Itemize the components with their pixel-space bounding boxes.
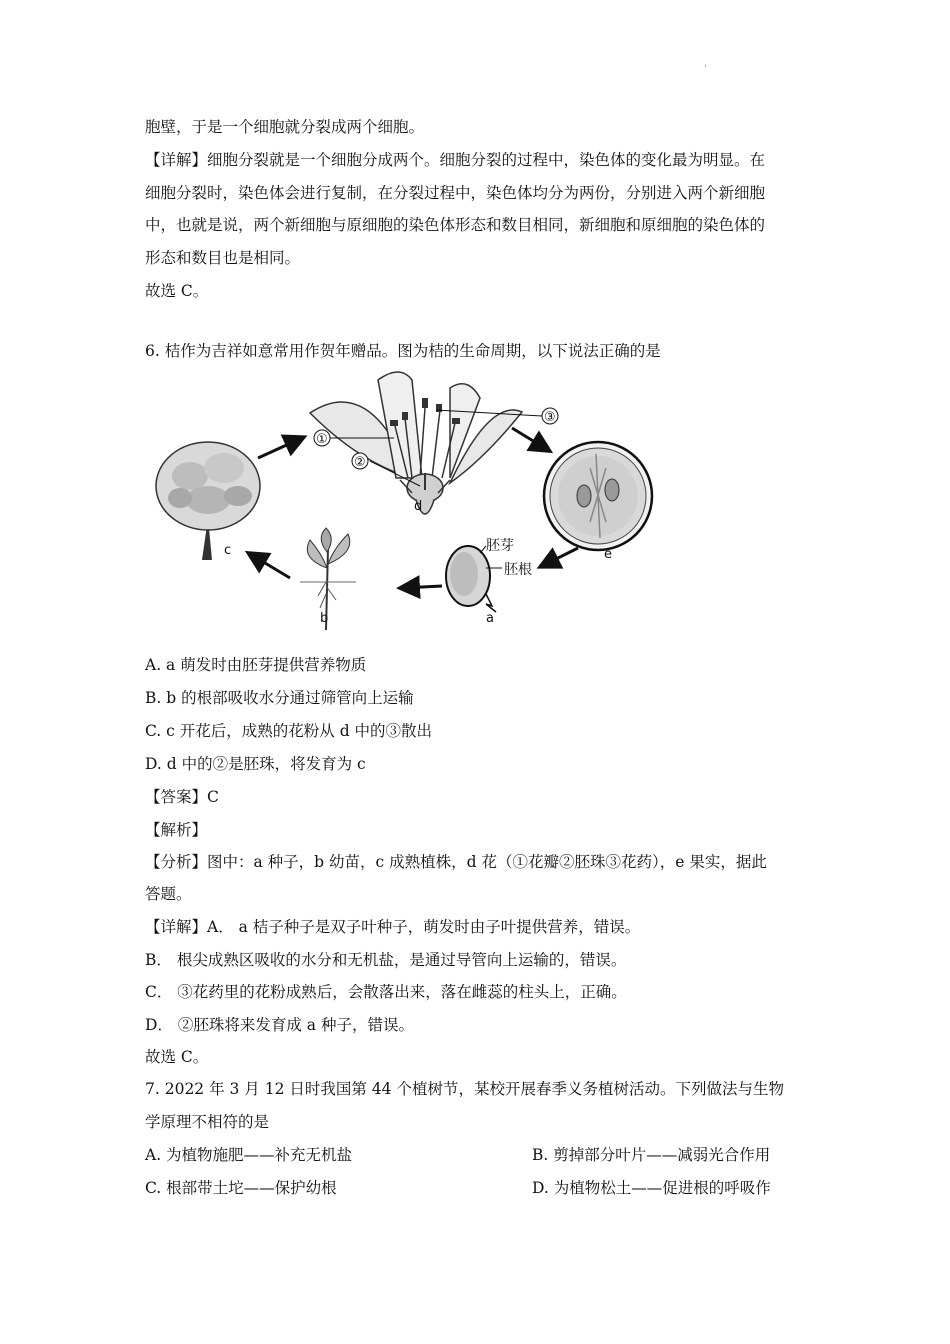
label-b: b <box>320 611 329 626</box>
orange-life-cycle-figure <box>150 368 610 640</box>
detail-a: 【详解】A． a 桔子种子是双子叶种子，萌发时由子叶提供营养，错误。 <box>145 918 641 936</box>
option-6-a: A. a 萌发时由胚芽提供营养物质 <box>145 656 367 674</box>
analysis-line-1: 【分析】图中：a 种子，b 幼苗，c 成熟植株，d 花（①花瓣②胚珠③花药），e 果实，据此 <box>145 853 767 871</box>
label-plumule: 胚芽 <box>486 538 514 554</box>
option-6-c: C. c 开花后，成熟的花粉从 d 中的③散出 <box>145 722 433 740</box>
question-7-line-2: 学原理不相符的是 <box>145 1113 270 1131</box>
option-7-a: A. 为植物施肥——补充无机盐 <box>145 1146 353 1164</box>
text-line-3: 细胞分裂时，染色体会进行复制，在分裂过程中，染色体均分为两份，分别进入两个新细胞 <box>145 184 766 202</box>
text-line-4: 中，也就是说，两个新细胞与原细胞的染色体形态和数目相同，新细胞和原细胞的染色体的 <box>145 216 766 234</box>
text-line-2: 【详解】细胞分裂就是一个细胞分成两个。细胞分裂的过程中，染色体的变化最为明显。在 <box>145 151 766 169</box>
label-e: e <box>604 547 612 562</box>
page-mark: ' <box>704 64 707 75</box>
text-line-6: 故选 C。 <box>145 282 209 300</box>
text-line-5: 形态和数目也是相同。 <box>145 249 301 267</box>
text-line-1: 胞壁，于是一个细胞就分裂成两个细胞。 <box>145 118 425 136</box>
fruit-illustration <box>544 442 652 550</box>
option-6-b: B. b 的根部吸收水分通过筛管向上运输 <box>145 689 414 707</box>
label-d: d <box>414 499 423 514</box>
label-radicle: 胚根 <box>504 562 532 578</box>
detail-b: B． 根尖成熟区吸收的水分和无机盐，是通过导管向上运输的，错误。 <box>145 951 627 969</box>
analysis-label: 【解析】 <box>145 821 208 839</box>
analysis-line-2: 答题。 <box>145 885 192 903</box>
label-petal-1: ① <box>316 432 328 447</box>
option-7-b: B. 剪掉部分叶片——减弱光合作用 <box>532 1146 771 1164</box>
label-a: a <box>486 611 494 626</box>
flower-illustration <box>310 372 522 514</box>
label-ovule-2: ② <box>354 455 366 470</box>
question-7-line-1: 7. 2022 年 3 月 12 日时我国第 44 个植树节，某校开展春季义务植树活动。下列做法与生物 <box>145 1080 784 1098</box>
question-6: 6. 桔作为吉祥如意常用作贺年赠品。图为桔的生命周期，以下说法正确的是 <box>145 342 661 360</box>
detail-d: D． ②胚珠将来发育成 a 种子，错误。 <box>145 1016 414 1034</box>
answer-label: 【答案】C <box>145 788 219 806</box>
option-6-d: D. d 中的②是胚珠，将发育为 c <box>145 755 366 773</box>
tree-illustration <box>156 442 260 560</box>
conclusion-6: 故选 C。 <box>145 1048 209 1066</box>
option-7-c: C. 根部带土坨——保护幼根 <box>145 1179 337 1197</box>
label-c: c <box>224 543 232 558</box>
option-7-d: D. 为植物松土——促进根的呼吸作 <box>532 1179 771 1197</box>
detail-c: C． ③花药里的花粉成熟后，会散落出来，落在雌蕊的柱头上，正确。 <box>145 983 627 1001</box>
seed-illustration <box>446 546 496 612</box>
label-anther-3: ③ <box>544 410 556 425</box>
